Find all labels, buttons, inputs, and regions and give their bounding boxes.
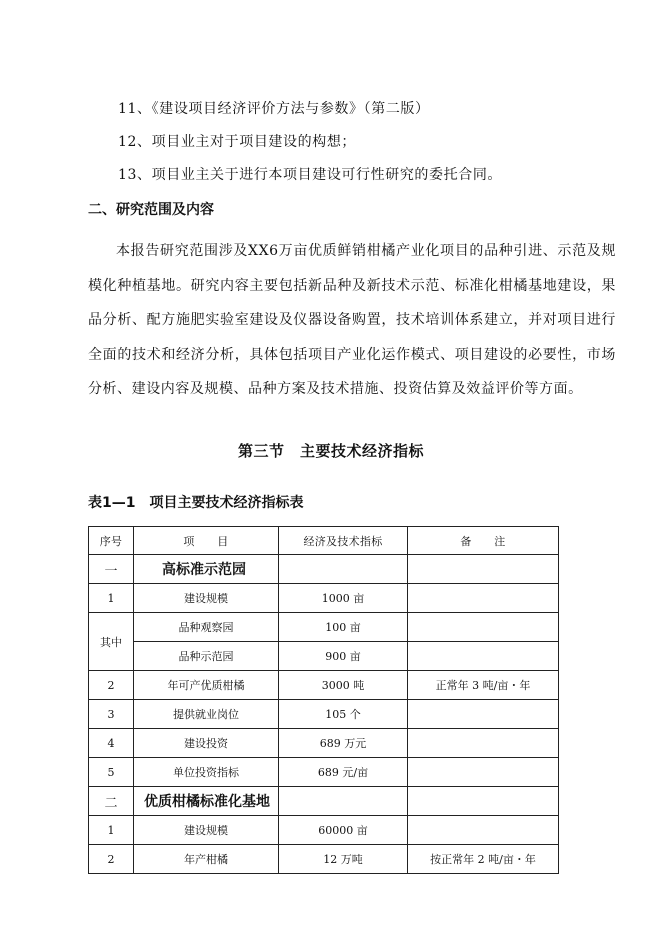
group-label: 其中 <box>89 613 134 671</box>
table-caption: 表1—1 项目主要技术经济指标表 <box>88 495 304 511</box>
header-cell-note: 备 注 <box>408 527 559 555</box>
row-item: 建设规模 <box>134 584 279 613</box>
row-number: 4 <box>89 729 134 758</box>
row-note <box>408 758 559 787</box>
row-item: 年产柑橘 <box>134 845 279 874</box>
row-note: 正常年 3 吨/亩・年 <box>408 671 559 700</box>
table-row <box>89 729 559 758</box>
section-heading-scope: 二、研究范围及内容 <box>88 202 214 218</box>
row-item: 品种观察园 <box>134 613 279 642</box>
table-row <box>89 671 559 700</box>
reference-item-11: 11、《建设项目经济评价方法与参数》（第二版） <box>118 101 430 117</box>
header-cell-number: 序号 <box>89 527 134 555</box>
row-value: 105 个 <box>279 700 408 729</box>
category-row <box>89 787 559 816</box>
category-number: 一 <box>89 555 134 584</box>
row-number: 2 <box>89 845 134 874</box>
table-row <box>89 613 559 642</box>
row-item: 年可产优质柑橘 <box>134 671 279 700</box>
table-row <box>89 700 559 729</box>
row-value: 100 亩 <box>279 613 408 642</box>
table-row <box>89 584 559 613</box>
table-row <box>89 758 559 787</box>
row-note <box>408 729 559 758</box>
row-item: 建设规模 <box>134 816 279 845</box>
row-item: 品种示范园 <box>134 642 279 671</box>
scope-paragraph: 本报告研究范围涉及XX6万亩优质鲜销柑橘产业化项目的品种引进、示范及规模化种植基地。研究内容主要包括新品种及新技术示范、标准化柑橘基地建设，果品分析、配方施肥实验室建设及仪器设备购置，技术培训体系建立，并对项目进行全面的技术和经济分析，具体包括项目产业化运作模式、项目建设的必要性，市场分析、建设内容及规模、品种方案及技术措施、投资估算及效益评价等方面。 <box>88 243 616 397</box>
row-note <box>408 642 559 671</box>
header-cell-item: 项 目 <box>134 527 279 555</box>
row-item: 建设投资 <box>134 729 279 758</box>
row-note <box>408 584 559 613</box>
row-note <box>408 816 559 845</box>
row-number: 2 <box>89 671 134 700</box>
row-value: 60000 亩 <box>279 816 408 845</box>
reference-item-13: 13、项目业主关于进行本项目建设可行性研究的委托合同。 <box>118 167 503 183</box>
row-value: 12 万吨 <box>279 845 408 874</box>
row-note: 按正常年 2 吨/亩・年 <box>408 845 559 874</box>
category-number: 二 <box>89 787 134 816</box>
row-item: 提供就业岗位 <box>134 700 279 729</box>
row-item: 单位投资指标 <box>134 758 279 787</box>
row-value: 1000 亩 <box>279 584 408 613</box>
table-row <box>89 816 559 845</box>
metrics-table <box>88 526 559 874</box>
row-value: 689 元/亩 <box>279 758 408 787</box>
row-number: 1 <box>89 816 134 845</box>
table-row <box>89 642 559 671</box>
row-note <box>408 700 559 729</box>
table-row <box>89 845 559 874</box>
table-header-row <box>89 527 559 555</box>
row-number: 3 <box>89 700 134 729</box>
section-title: 第三节 主要技术经济指标 <box>237 442 424 460</box>
row-value: 900 亩 <box>279 642 408 671</box>
header-cell-indicator: 经济及技术指标 <box>279 527 408 555</box>
category-row <box>89 555 559 584</box>
category-title: 优质柑橘标准化基地 <box>134 787 279 816</box>
row-value: 689 万元 <box>279 729 408 758</box>
row-number: 5 <box>89 758 134 787</box>
reference-item-12: 12、项目业主对于项目建设的构想； <box>118 134 357 150</box>
row-note <box>408 613 559 642</box>
row-number: 1 <box>89 584 134 613</box>
category-title: 高标准示范园 <box>134 555 279 584</box>
row-value: 3000 吨 <box>279 671 408 700</box>
